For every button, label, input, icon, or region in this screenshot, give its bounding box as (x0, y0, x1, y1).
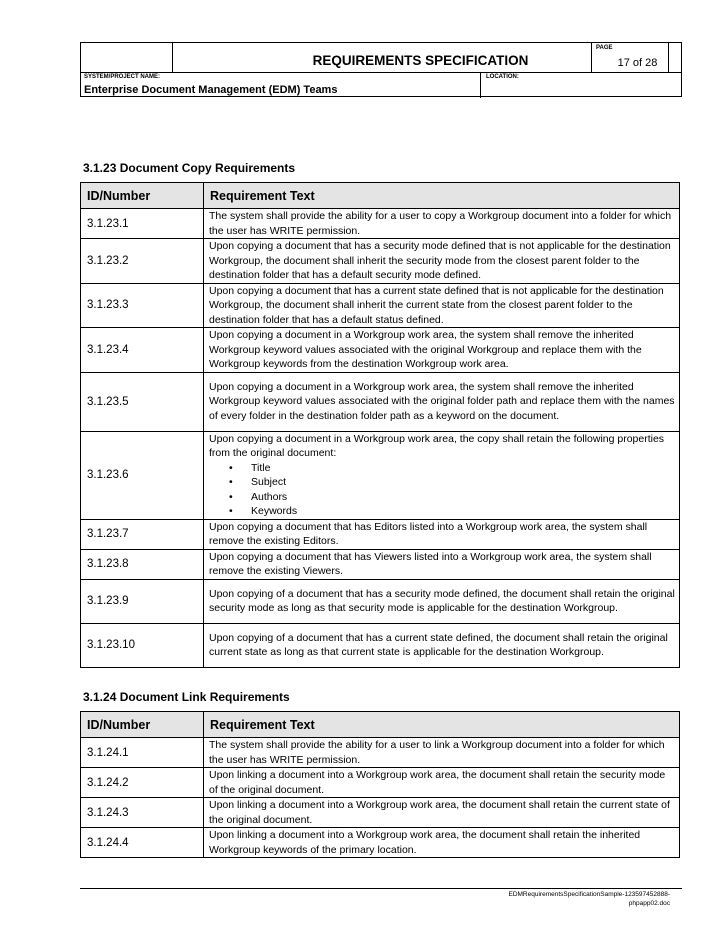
requirement-text: Upon copying of a document that has a current state defined, the document shall retain the original current state as long as that current state is applicable for the destination Workgroup. (204, 623, 680, 667)
system-name-label: SYSTEM/PROJECT NAME: (84, 74, 161, 80)
column-header-id: ID/Number (81, 183, 204, 209)
requirement-id: 3.1.23.9 (81, 579, 204, 623)
link-requirements-table (80, 711, 680, 858)
system-name-value: Enterprise Document Management (EDM) Teams (84, 84, 338, 96)
requirement-text: Upon linking a document into a Workgroup work area, the document shall retain the inherited Workgroup keywords of the primary location. (204, 828, 680, 858)
table-row (81, 768, 680, 798)
page-number: 17 of 28 (617, 57, 658, 69)
header-bottom-row (81, 73, 681, 98)
requirement-id: 3.1.24.3 (81, 798, 204, 828)
bullet-icon: • (229, 505, 233, 517)
column-header-id: ID/Number (81, 712, 204, 738)
requirement-id: 3.1.24.4 (81, 828, 204, 858)
footer-filename-line2: phpapp02.doc (628, 900, 670, 907)
table-row (81, 328, 680, 373)
requirement-text: Upon copying a document in a Workgroup work area, the system shall remove the inherited Workgroup keyword values associated with the original folder path and replace them with the names of every folder in the destination folder path as a keyword on the document. (204, 372, 680, 431)
table-row (81, 372, 680, 431)
location-label: LOCATION: (486, 74, 519, 80)
table-row (81, 239, 680, 284)
table-row (81, 828, 680, 858)
table-row (81, 738, 680, 768)
requirement-id: 3.1.23.3 (81, 283, 204, 328)
requirement-id: 3.1.23.4 (81, 328, 204, 373)
requirement-text: Upon copying a document in a Workgroup work area, the copy shall retain the following properties from the original document: (209, 432, 665, 459)
page-cell (591, 43, 683, 73)
table-row (81, 798, 680, 828)
table-row (81, 283, 680, 328)
system-name-cell (81, 73, 481, 98)
requirement-id: 3.1.23.8 (81, 549, 204, 579)
table-row (81, 431, 680, 519)
column-header-text: Requirement Text (204, 183, 680, 209)
table-header-row (81, 712, 680, 738)
footer-filename-line1: EDMRequirementsSpecificationSample-123597452888- (508, 891, 670, 898)
bullet-icon: • (229, 461, 233, 474)
section-heading-copy: 3.1.23 Document Copy Requirements (83, 161, 296, 175)
requirement-id: 3.1.23.7 (81, 519, 204, 549)
list-item: • Keywords (229, 505, 298, 517)
requirement-text: The system shall provide the ability for a user to link a Workgroup document into a folder for which the user has WRITE permission. (204, 738, 680, 768)
bullet-icon: • (229, 476, 233, 488)
requirement-id: 3.1.24.2 (81, 768, 204, 798)
requirement-id: 3.1.24.1 (81, 738, 204, 768)
footer-filename (470, 890, 670, 908)
table-header-row (81, 183, 680, 209)
requirement-text: Upon copying a document that has a security mode defined that is not applicable for the destination Workgroup, the document shall inherit the security mode from the closest parent folder to the destination folder that has a default security mode defined. (204, 239, 680, 284)
requirement-text: The system shall provide the ability for a user to copy a Workgroup document into a folder for which the user has WRITE permission. (204, 209, 680, 239)
list-item: • Title (229, 461, 271, 474)
bullet-icon: • (229, 490, 233, 503)
property-list (209, 461, 675, 519)
header-blank-cell (81, 43, 173, 73)
requirement-text: Upon copying a document in a Workgroup work area, the system shall remove the inherited Workgroup keyword values associated with the original Workgroup and replace them with the Workgroup keywords from the destination Workgroup work area. (204, 328, 680, 373)
requirement-id: 3.1.23.1 (81, 209, 204, 239)
header-top-row (81, 43, 681, 73)
requirement-id: 3.1.23.10 (81, 623, 204, 667)
copy-requirements-table (80, 182, 680, 668)
requirement-text: Upon linking a document into a Workgroup work area, the document shall retain the security mode of the original document. (204, 768, 680, 798)
list-item: • Subject (229, 476, 287, 488)
table-row (81, 209, 680, 239)
table-row (81, 549, 680, 579)
table-row (81, 519, 680, 549)
table-row (81, 579, 680, 623)
requirement-text: Upon copying a document that has Viewers listed into a Workgroup work area, the system shall remove the existing Viewers. (204, 549, 680, 579)
section-heading-link: 3.1.24 Document Link Requirements (83, 690, 290, 704)
footer-rule (80, 888, 682, 889)
table-row (81, 623, 680, 667)
requirement-text: Upon copying a document that has Editors listed into a Workgroup work area, the system shall remove the existing Editors. (204, 519, 680, 549)
requirement-text: Upon copying a document that has a current state defined that is not applicable for the destination Workgroup, the document shall inherit the current state from the closest parent folder to the destination folder that has a default status defined. (204, 283, 680, 328)
column-header-text: Requirement Text (204, 712, 680, 738)
requirement-text: Upon linking a document into a Workgroup work area, the document shall retain the current state of the original document. (204, 798, 680, 828)
requirement-id: 3.1.23.5 (81, 372, 204, 431)
requirement-text-with-list (204, 431, 680, 519)
requirement-text: Upon copying of a document that has a security mode defined, the document shall retain the original security mode as long as that security mode is applicable for the destination Workgroup. (204, 579, 680, 623)
page-label: PAGE (596, 45, 613, 51)
requirement-id: 3.1.23.6 (81, 431, 204, 519)
document-title: REQUIREMENTS SPECIFICATION (173, 43, 669, 73)
document-header (80, 42, 682, 97)
requirement-id: 3.1.23.2 (81, 239, 204, 284)
list-item: • Authors (229, 490, 288, 503)
